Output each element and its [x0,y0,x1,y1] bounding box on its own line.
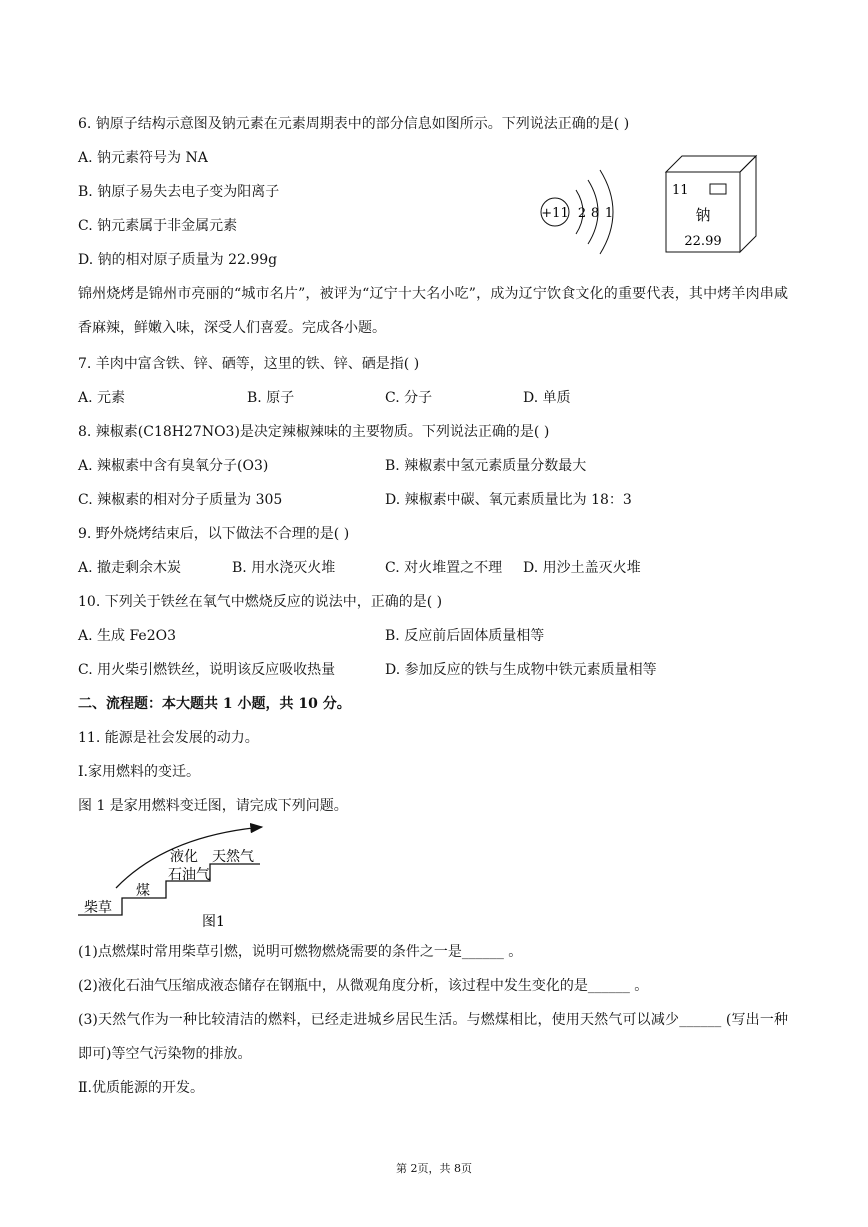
q8-stem: 8. 辣椒素(C18H27NO3)是决定辣椒辣味的主要物质。下列说法正确的是( ) [78,424,550,440]
fig-step-natural-gas: 天然气 [212,849,254,865]
q8-option-c: C. 辣椒素的相对分子质量为 305 [78,492,283,508]
q9-option-d: D. 用沙土盖灭火堆 [523,560,641,576]
q9-option-a: A. 撤走剩余木炭 [78,560,182,576]
fig-step-firewood: 柴草 [84,900,112,916]
q8-option-b: B. 辣椒素中氢元素质量分数最大 [385,458,587,474]
atom-nucleus-label: +11 [541,206,569,221]
q11-figure-intro: 图 1 是家用燃料变迁图，请完成下列问题。 [78,798,348,814]
fig-step-lpg-bottom: 石油气 [168,867,210,883]
q6-stem: 6. 钠原子结构示意图及钠元素在元素周期表中的部分信息如图所示。下列说法正确的是( ) [78,116,630,132]
q11-part-2-heading: Ⅱ.优质能源的开发。 [78,1080,204,1096]
reading-passage: 锦州烧烤是锦州市亮丽的“城市名片”，被评为“辽宁十大名小吃”，成为辽宁饮食文化的重要代表，其中烤羊肉串咸香麻辣，鲜嫩入味，深受人们喜爱。完成各小题。 [78,286,788,336]
sodium-atom-diagram [530,160,640,260]
q8-option-a: A. 辣椒素中含有臭氧分子(O3) [78,458,269,474]
q10-option-c: C. 用火柴引燃铁丝，说明该反应吸收热量 [78,662,336,678]
element-atomic-number: 11 [672,183,689,198]
q11-sub-question-2: (2)液化石油气压缩成液态储存在钢瓶中，从微观角度分析，该过程中发生变化的是______ 。 [78,978,649,994]
page-footer: 第 2页，共 8页 [396,1162,472,1175]
fuel-evolution-figure [76,818,276,930]
element-atomic-mass: 22.99 [684,234,722,249]
fig-caption: 图1 [202,914,225,930]
q7-option-b: B. 原子 [247,390,295,406]
q10-stem: 10. 下列关于铁丝在氧气中燃烧反应的说法中，正确的是( ) [78,594,443,610]
q11-stem: 11. 能源是社会发展的动力。 [78,730,259,746]
q7-option-d: D. 单质 [523,390,571,406]
q7-option-a: A. 元素 [78,390,126,406]
q10-option-b: B. 反应前后固体质量相等 [385,628,545,644]
section-2-heading: 二、流程题：本大题共 1 小题，共 10 分。 [78,696,351,712]
fig-step-lpg-top: 液化 [170,849,198,865]
q8-option-d: D. 辣椒素中碳、氧元素质量比为 18：3 [385,492,632,508]
q11-part-1-heading: Ⅰ.家用燃料的变迁。 [78,764,200,780]
q7-option-c: C. 分子 [385,390,433,406]
q6-option-b: B. 钠原子易失去电子变为阳离子 [78,184,280,200]
atom-shell-2-count: 8 [590,206,600,221]
q7-stem: 7. 羊肉中富含铁、锌、硒等，这里的铁、锌、硒是指( ) [78,356,420,372]
q9-stem: 9. 野外烧烤结束后，以下做法不合理的是( ) [78,526,350,542]
q6-option-c: C. 钠元素属于非金属元素 [78,218,238,234]
element-name: 钠 [695,206,711,224]
atom-shell-3-count: 1 [604,206,614,221]
q9-option-c: C. 对火堆置之不理 [385,560,503,576]
periodic-table-cell [660,150,770,260]
q10-option-a: A. 生成 Fe2O3 [78,628,176,644]
q11-sub-question-3: (3)天然气作为一种比较清洁的燃料，已经走进城乡居民生活。与燃煤相比，使用天然气可以减少______ (写出一种即可)等空气污染物的排放。 [78,1012,788,1062]
q11-sub-question-1: (1)点燃煤时常用柴草引燃，说明可燃物燃烧需要的条件之一是______ 。 [78,944,523,960]
atom-shell-1-count: 2 [577,206,587,221]
q9-option-b: B. 用水浇灭火堆 [232,560,336,576]
q6-option-a: A. 钠元素符号为 NA [78,150,208,166]
q6-option-d: D. 钠的相对原子质量为 22.99g [78,252,278,268]
fig-step-coal: 煤 [136,883,150,899]
q10-option-d: D. 参加反应的铁与生成物中铁元素质量相等 [385,662,657,678]
